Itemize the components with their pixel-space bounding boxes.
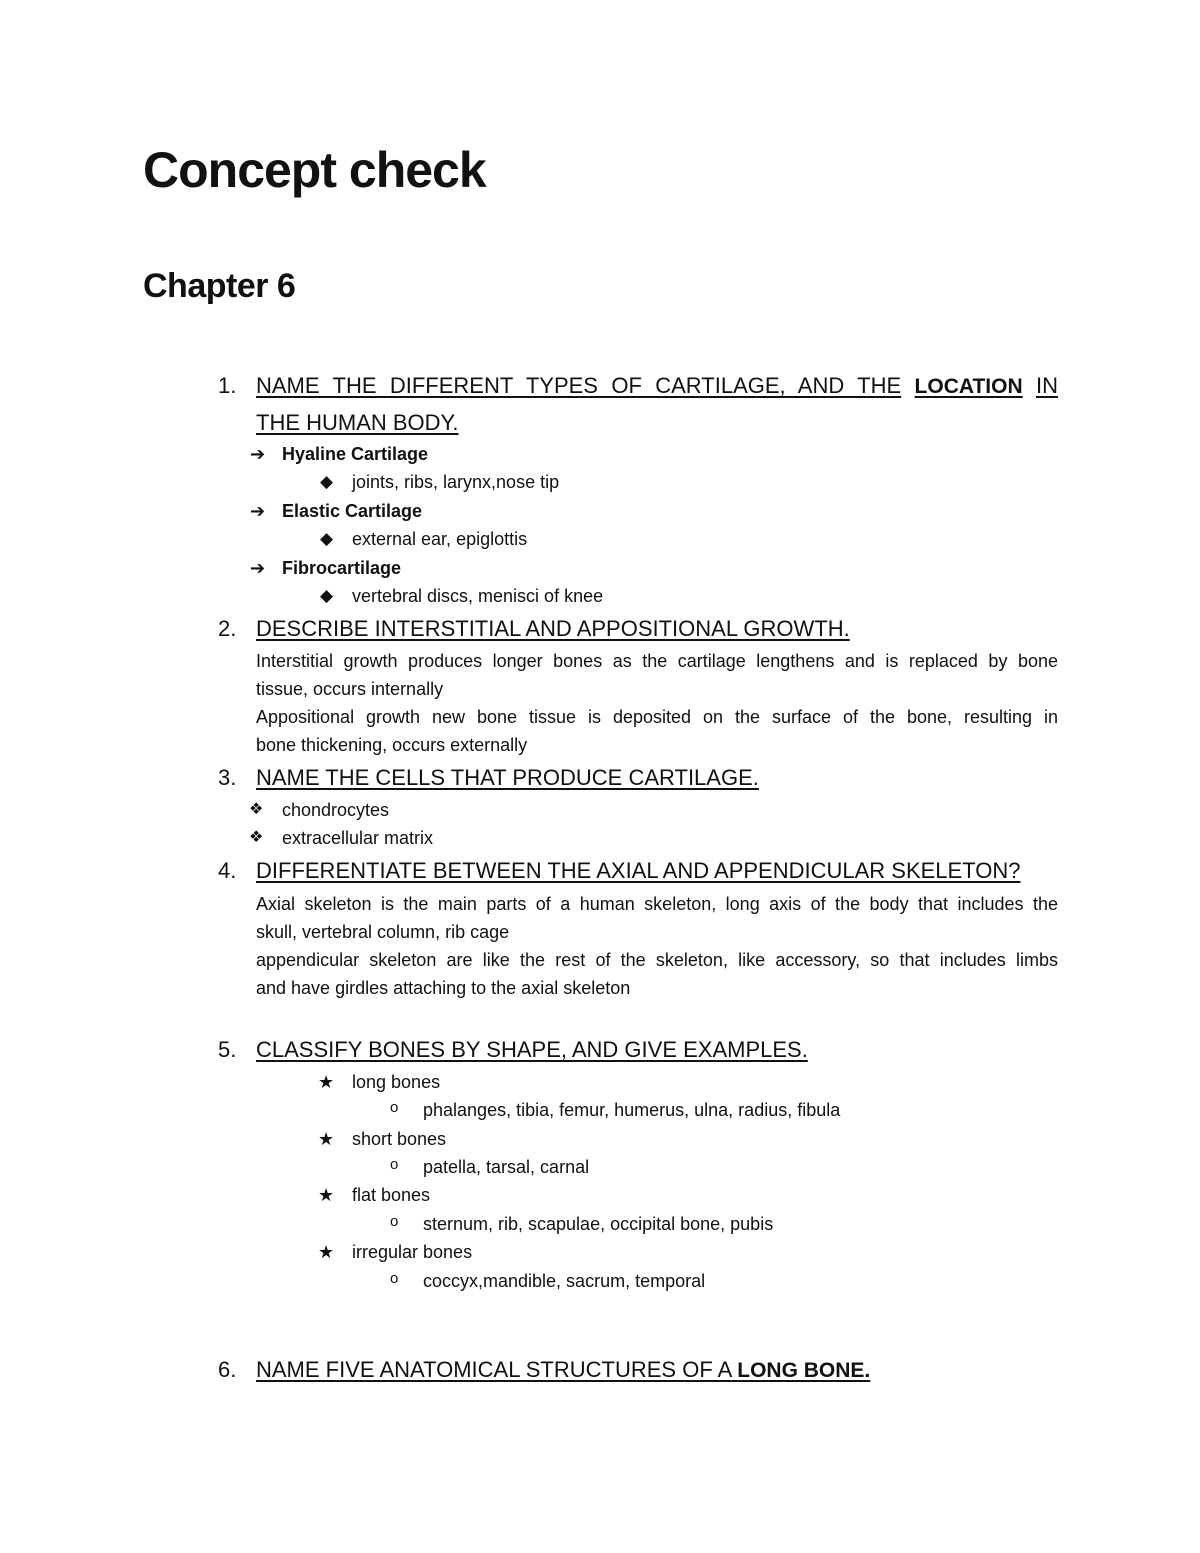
question-4-answer-line4: and have girdles attaching to the axial skeleton: [256, 978, 631, 998]
cartilage-location-elastic: external ear, epiglottis: [352, 529, 528, 549]
bone-examples: phalanges, tibia, femur, humerus, ulna, radius, fibula: [423, 1100, 841, 1120]
question-2-answer-line1: Interstitial growth produces longer bones as the cartilage lengthens and is replaced by bone: [256, 651, 1058, 671]
bone-shape-item: long bones: [352, 1072, 441, 1092]
diamond-icon: ◆: [320, 529, 334, 548]
question-1-line2: THE HUMAN BODY.: [256, 410, 459, 435]
bone-examples: sternum, rib, scapulae, occipital bone, pubis: [423, 1214, 774, 1234]
bone-examples: coccyx,mandible, sacrum, temporal: [423, 1271, 706, 1291]
question-2-number: 2.: [218, 616, 237, 641]
chapter-heading: Chapter 6: [143, 267, 296, 305]
question-2-answer-line2: tissue, occurs internally: [256, 679, 444, 699]
diamond-icon: ◆: [320, 586, 334, 605]
star-icon: ★: [318, 1129, 335, 1149]
cartilage-type-fibro: Fibrocartilage: [282, 558, 402, 578]
diamond-icon: ◆: [320, 472, 334, 491]
question-5-number: 5.: [218, 1037, 237, 1062]
question-3-number: 3.: [218, 765, 237, 790]
question-6-text: [256, 1355, 870, 1386]
question-4-text: DIFFERENTIATE BETWEEN THE AXIAL AND APPENDICULAR SKELETON?: [256, 858, 1021, 883]
question-1-number: 1.: [218, 373, 237, 398]
question-1-text-pre: NAME THE DIFFERENT TYPES OF CARTILAGE, AND THE: [256, 373, 902, 398]
circle-bullet-icon: o: [390, 1099, 399, 1116]
question-1-text-post: IN: [1036, 373, 1058, 398]
arrow-icon: ➔: [250, 444, 266, 464]
question-3-text: NAME THE CELLS THAT PRODUCE CARTILAGE.: [256, 765, 759, 790]
question-6-text-pre: NAME FIVE ANATOMICAL STRUCTURES OF A: [256, 1357, 732, 1382]
question-1-line1: [256, 371, 1058, 402]
circle-bullet-icon: o: [390, 1213, 399, 1230]
arrow-icon: ➔: [250, 558, 266, 578]
question-4-answer-line3: appendicular skeleton are like the rest of the skeleton, like accessory, so that includes limbs: [256, 950, 1058, 970]
question-1-text-bold: LOCATION: [914, 375, 1023, 398]
question-6-text-bold: LONG BONE.: [737, 1359, 871, 1382]
page-title: Concept check: [143, 142, 486, 198]
question-2-answer-line4: bone thickening, occurs externally: [256, 735, 528, 755]
diamond-bullet-icon: ❖: [249, 801, 264, 818]
question-2-text: DESCRIBE INTERSTITIAL AND APPOSITIONAL GROWTH.: [256, 616, 850, 641]
circle-bullet-icon: o: [390, 1270, 399, 1287]
question-4-number: 4.: [218, 858, 237, 883]
bone-examples: patella, tarsal, carnal: [423, 1157, 590, 1177]
question-4-answer-line1: Axial skeleton is the main parts of a human skeleton, long axis of the body that includes the: [256, 894, 1058, 914]
question-4-answer-line2: skull, vertebral column, rib cage: [256, 922, 510, 942]
question-5-text: CLASSIFY BONES BY SHAPE, AND GIVE EXAMPLES.: [256, 1037, 808, 1062]
cartilage-type-hyaline: Hyaline Cartilage: [282, 444, 429, 464]
diamond-bullet-icon: ❖: [249, 829, 264, 846]
cartilage-cell-item: chondrocytes: [282, 800, 390, 820]
cartilage-location-fibro: vertebral discs, menisci of knee: [352, 586, 604, 606]
star-icon: ★: [318, 1242, 335, 1262]
question-2-answer-line3: Appositional growth new bone tissue is deposited on the surface of the bone, resulting in: [256, 707, 1058, 727]
bone-shape-item: irregular bones: [352, 1242, 473, 1262]
bone-shape-item: short bones: [352, 1129, 447, 1149]
question-6-number: 6.: [218, 1357, 237, 1382]
star-icon: ★: [318, 1072, 335, 1092]
circle-bullet-icon: o: [390, 1156, 399, 1173]
star-icon: ★: [318, 1185, 335, 1205]
arrow-icon: ➔: [250, 501, 266, 521]
cartilage-type-elastic: Elastic Cartilage: [282, 501, 423, 521]
bone-shape-item: flat bones: [352, 1185, 431, 1205]
cartilage-cell-item: extracellular matrix: [282, 828, 434, 848]
cartilage-location-hyaline: joints, ribs, larynx,nose tip: [352, 472, 560, 492]
